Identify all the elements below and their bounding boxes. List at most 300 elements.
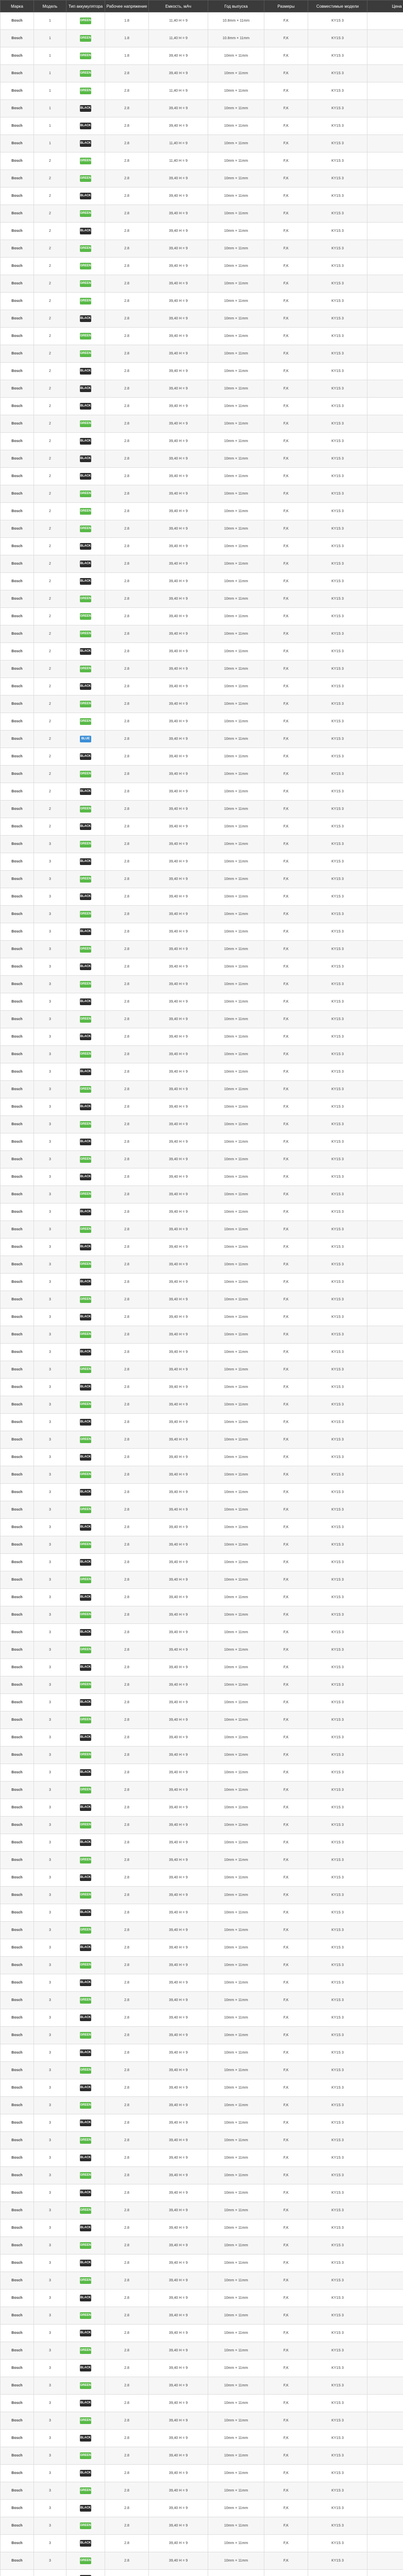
- table-row: [1, 1887, 403, 1904]
- cell-model: 3: [34, 906, 66, 923]
- cell-price: [367, 1729, 403, 1747]
- cell-compat: KY1S 3: [308, 1484, 367, 1501]
- cell-model: 3: [34, 1133, 66, 1151]
- cell-size: F,K: [264, 2044, 308, 2062]
- cell-size: F,K: [264, 1466, 308, 1484]
- type-badge: BLACK: [80, 1874, 91, 1881]
- cell-voltage: 2.8: [105, 1711, 149, 1729]
- cell-compat: KY1S 3: [308, 923, 367, 941]
- cell-voltage: 2.8: [105, 380, 149, 398]
- col-header-price: Цена: [367, 1, 403, 12]
- type-badge: BLACK: [80, 788, 91, 795]
- table-row: [1, 1309, 403, 1326]
- cell-year: 10mm × 11mm: [208, 503, 264, 520]
- cell-voltage: 2.8: [105, 2535, 149, 2552]
- table-row: [1, 2097, 403, 2114]
- cell-capacity: 39,40 H = 9: [149, 2097, 208, 2114]
- cell-year: 10mm × 11mm: [208, 1204, 264, 1221]
- cell-model: 1: [34, 30, 66, 47]
- cell-capacity: 39,40 H = 9: [149, 310, 208, 328]
- cell-compat: KY1S 3: [308, 1116, 367, 1133]
- cell-size: F,K: [264, 345, 308, 363]
- cell-price: [367, 1484, 403, 1501]
- type-badge: GREEN: [80, 280, 91, 287]
- cell-price: [367, 2027, 403, 2044]
- type-badge: BLACK: [80, 1349, 91, 1355]
- cell-price: [367, 468, 403, 485]
- cell-voltage: 2.8: [105, 1904, 149, 1922]
- cell-price: [367, 2237, 403, 2255]
- cell-price: [367, 1501, 403, 1519]
- table-row: [1, 678, 403, 696]
- cell-compat: KY1S 3: [308, 2272, 367, 2290]
- cell-price: [367, 1676, 403, 1694]
- table-row: [1, 1028, 403, 1046]
- cell-type: [66, 117, 105, 135]
- cell-type: [66, 538, 105, 555]
- cell-price: [367, 2570, 403, 2576]
- cell-capacity: 11,40 H = 9: [149, 135, 208, 152]
- cell-price: [367, 2202, 403, 2219]
- cell-size: F,K: [264, 363, 308, 380]
- cell-brand: Bosch: [1, 1116, 34, 1133]
- cell-type: [66, 923, 105, 941]
- cell-capacity: 39,40 H = 9: [149, 1484, 208, 1501]
- cell-size: F,K: [264, 2062, 308, 2079]
- cell-compat: KY1S 3: [308, 871, 367, 888]
- table-row: [1, 1291, 403, 1309]
- type-badge: BLACK: [80, 2049, 91, 2056]
- cell-voltage: 2.8: [105, 520, 149, 538]
- cell-price: [367, 433, 403, 450]
- table-row: [1, 82, 403, 100]
- cell-capacity: 39,40 H = 9: [149, 2149, 208, 2167]
- cell-model: [34, 2570, 66, 2576]
- cell-type: [66, 2517, 105, 2535]
- cell-size: F,K: [264, 2149, 308, 2167]
- cell-voltage: 2.8: [105, 2097, 149, 2114]
- cell-size: F,K: [264, 1764, 308, 1782]
- cell-model: 2: [34, 625, 66, 643]
- type-badge: GREEN: [80, 1366, 91, 1373]
- cell-brand: Bosch: [1, 2307, 34, 2325]
- cell-type: [66, 1361, 105, 1379]
- cell-capacity: 39,40 H = 9: [149, 783, 208, 801]
- type-badge: BLACK: [80, 1769, 91, 1776]
- cell-model: 2: [34, 415, 66, 433]
- cell-type: [66, 2552, 105, 2570]
- cell-model: 3: [34, 1887, 66, 1904]
- cell-model: 3: [34, 2132, 66, 2149]
- type-badge: GREEN: [80, 911, 91, 918]
- cell-year: 10mm × 11mm: [208, 1571, 264, 1589]
- cell-compat: KY1S 3: [308, 1256, 367, 1274]
- cell-price: [367, 152, 403, 170]
- cell-voltage: 2.8: [105, 1221, 149, 1239]
- cell-year: 10mm × 11mm: [208, 485, 264, 503]
- cell-voltage: 2.8: [105, 1081, 149, 1098]
- cell-brand: Bosch: [1, 1834, 34, 1852]
- cell-brand: Bosch: [1, 152, 34, 170]
- cell-model: 3: [34, 1747, 66, 1764]
- cell-capacity: 39,40 H = 9: [149, 1536, 208, 1554]
- cell-voltage: 2.8: [105, 1799, 149, 1817]
- cell-compat: KY1S 3: [308, 1887, 367, 1904]
- cell-model: 2: [34, 293, 66, 310]
- cell-price: [367, 1239, 403, 1256]
- cell-compat: KY1S 3: [308, 205, 367, 223]
- cell-price: [367, 993, 403, 1011]
- cell-model: 3: [34, 1239, 66, 1256]
- type-badge: BLACK: [80, 1489, 91, 1496]
- table-row: [1, 590, 403, 608]
- cell-compat: KY1S 3: [308, 1834, 367, 1852]
- type-badge: BLACK: [80, 2084, 91, 2091]
- type-badge: BLACK: [80, 753, 91, 760]
- cell-brand: Bosch: [1, 205, 34, 223]
- cell-year: 10mm × 11mm: [208, 1256, 264, 1274]
- table-row: [1, 310, 403, 328]
- type-badge: GREEN: [80, 718, 91, 725]
- type-badge: GREEN: [80, 2382, 91, 2389]
- cell-brand: Bosch: [1, 2202, 34, 2219]
- type-badge: GREEN: [80, 18, 91, 24]
- cell-size: F,K: [264, 1747, 308, 1764]
- cell-price: [367, 1046, 403, 1063]
- type-badge: BLACK: [80, 105, 91, 112]
- cell-year: 10mm × 11mm: [208, 2465, 264, 2482]
- cell-type: [66, 2027, 105, 2044]
- cell-price: [367, 2552, 403, 2570]
- cell-year: [208, 2570, 264, 2576]
- cell-brand: Bosch: [1, 1817, 34, 1834]
- cell-brand: Bosch: [1, 573, 34, 590]
- table-row: [1, 836, 403, 853]
- cell-compat: KY1S 3: [308, 2202, 367, 2219]
- cell-year: 10mm × 11mm: [208, 748, 264, 766]
- cell-compat: KY1S 3: [308, 2290, 367, 2307]
- cell-type: [66, 1274, 105, 1291]
- cell-price: [367, 2447, 403, 2465]
- cell-voltage: 2.8: [105, 1922, 149, 1939]
- table-row: [1, 1957, 403, 1974]
- type-badge: BLACK: [80, 1909, 91, 1916]
- cell-compat: KY1S 3: [308, 1764, 367, 1782]
- cell-year: 10mm × 11mm: [208, 398, 264, 415]
- cell-type: [66, 555, 105, 573]
- cell-price: [367, 2097, 403, 2114]
- cell-capacity: 39,40 H = 9: [149, 2184, 208, 2202]
- cell-size: F,K: [264, 2079, 308, 2097]
- cell-size: F,K: [264, 1659, 308, 1676]
- cell-size: F,K: [264, 608, 308, 625]
- cell-capacity: 39,40 H = 9: [149, 1764, 208, 1782]
- cell-model: 3: [34, 1396, 66, 1414]
- cell-type: [66, 293, 105, 310]
- cell-size: F,K: [264, 433, 308, 450]
- type-badge: BLACK: [80, 1279, 91, 1285]
- cell-size: F,K: [264, 1641, 308, 1659]
- cell-price: [367, 783, 403, 801]
- cell-brand: Bosch: [1, 1221, 34, 1239]
- cell-voltage: 2.8: [105, 2430, 149, 2447]
- cell-type: [66, 2447, 105, 2465]
- cell-capacity: 11,40 H = 9: [149, 12, 208, 30]
- cell-compat: KY1S 3: [308, 1133, 367, 1151]
- cell-brand: Bosch: [1, 1256, 34, 1274]
- cell-compat: KY1S 3: [308, 993, 367, 1011]
- cell-capacity: 39,40 H = 9: [149, 1256, 208, 1274]
- cell-price: [367, 503, 403, 520]
- cell-price: [367, 2149, 403, 2167]
- cell-compat: KY1S 3: [308, 1274, 367, 1291]
- table-row: [1, 1729, 403, 1747]
- cell-model: 3: [34, 1221, 66, 1239]
- cell-brand: Bosch: [1, 713, 34, 731]
- cell-type: [66, 100, 105, 117]
- cell-price: [367, 1589, 403, 1606]
- cell-size: F,K: [264, 1869, 308, 1887]
- table-row: [1, 2325, 403, 2342]
- cell-model: 3: [34, 958, 66, 976]
- cell-type: [66, 2202, 105, 2219]
- table-row: [1, 2149, 403, 2167]
- cell-year: 10mm × 11mm: [208, 1466, 264, 1484]
- cell-year: 10mm × 11mm: [208, 1817, 264, 1834]
- cell-capacity: 39,40 H = 9: [149, 2079, 208, 2097]
- cell-voltage: 2.8: [105, 2482, 149, 2500]
- cell-model: 3: [34, 2395, 66, 2412]
- cell-model: 3: [34, 976, 66, 993]
- cell-brand: Bosch: [1, 2517, 34, 2535]
- cell-price: [367, 2167, 403, 2184]
- type-badge: GREEN: [80, 350, 91, 357]
- cell-year: 10mm × 11mm: [208, 2290, 264, 2307]
- cell-capacity: 11,40 H = 9: [149, 82, 208, 100]
- cell-price: [367, 380, 403, 398]
- cell-model: 3: [34, 2307, 66, 2325]
- cell-voltage: 2.8: [105, 2167, 149, 2184]
- cell-price: [367, 1028, 403, 1046]
- cell-type: [66, 2062, 105, 2079]
- cell-year: 10mm × 11mm: [208, 1309, 264, 1326]
- cell-model: 1: [34, 100, 66, 117]
- type-badge: BLACK: [80, 893, 91, 900]
- cell-model: 3: [34, 1519, 66, 1536]
- cell-year: 10mm × 11mm: [208, 275, 264, 293]
- cell-type: [66, 1869, 105, 1887]
- cell-brand: Bosch: [1, 2097, 34, 2114]
- cell-voltage: 2.8: [105, 2149, 149, 2167]
- cell-compat: KY1S 3: [308, 2535, 367, 2552]
- cell-capacity: 39,40 H = 9: [149, 1204, 208, 1221]
- cell-price: [367, 293, 403, 310]
- cell-compat: KY1S 3: [308, 2237, 367, 2255]
- cell-brand: Bosch: [1, 783, 34, 801]
- cell-price: [367, 1624, 403, 1641]
- cell-price: [367, 2255, 403, 2272]
- cell-price: [367, 696, 403, 713]
- cell-year: 10mm × 11mm: [208, 713, 264, 731]
- cell-type: [66, 1116, 105, 1133]
- cell-voltage: 2.8: [105, 1536, 149, 1554]
- cell-capacity: 39,40 H = 9: [149, 2272, 208, 2290]
- cell-price: [367, 345, 403, 363]
- cell-model: 3: [34, 2465, 66, 2482]
- cell-compat: KY1S 3: [308, 240, 367, 258]
- cell-brand: Bosch: [1, 2360, 34, 2377]
- cell-size: F,K: [264, 30, 308, 47]
- cell-compat: KY1S 3: [308, 1431, 367, 1449]
- type-badge: GREEN: [80, 70, 91, 77]
- cell-model: 2: [34, 188, 66, 205]
- cell-year: 10mm × 11mm: [208, 1011, 264, 1028]
- type-badge: GREEN: [80, 1787, 91, 1793]
- type-badge: BLACK: [80, 1979, 91, 1986]
- cell-year: 10mm × 11mm: [208, 1589, 264, 1606]
- cell-model: 3: [34, 1098, 66, 1116]
- cell-type: [66, 2272, 105, 2290]
- cell-brand: Bosch: [1, 1764, 34, 1782]
- cell-type: [66, 223, 105, 240]
- cell-type: [66, 625, 105, 643]
- cell-capacity: 39,40 H = 9: [149, 713, 208, 731]
- cell-year: 10mm × 11mm: [208, 1694, 264, 1711]
- cell-type: [66, 853, 105, 871]
- cell-type: [66, 380, 105, 398]
- cell-brand: Bosch: [1, 801, 34, 818]
- cell-year: 10mm × 11mm: [208, 555, 264, 573]
- cell-voltage: 2.8: [105, 2447, 149, 2465]
- cell-type: [66, 1256, 105, 1274]
- cell-type: [66, 275, 105, 293]
- cell-brand: Bosch: [1, 1431, 34, 1449]
- col-header-size: Размеры: [264, 1, 308, 12]
- cell-voltage: 2.8: [105, 678, 149, 696]
- cell-compat: KY1S 3: [308, 1186, 367, 1204]
- cell-model: 3: [34, 1501, 66, 1519]
- table-row: [1, 2272, 403, 2290]
- cell-year: 10mm × 11mm: [208, 2149, 264, 2167]
- cell-compat: KY1S 3: [308, 1957, 367, 1974]
- type-badge: BLACK: [80, 1454, 91, 1461]
- cell-voltage: 2.8: [105, 117, 149, 135]
- type-badge: GREEN: [80, 2557, 91, 2564]
- cell-capacity: 39,40 H = 9: [149, 2465, 208, 2482]
- cell-brand: Bosch: [1, 433, 34, 450]
- cell-year: 10mm × 11mm: [208, 2114, 264, 2132]
- cell-type: [66, 1764, 105, 1782]
- type-badge: BLACK: [80, 858, 91, 865]
- cell-voltage: 2.8: [105, 1606, 149, 1624]
- cell-size: F,K: [264, 2377, 308, 2395]
- cell-price: [367, 2342, 403, 2360]
- type-badge: BLACK: [80, 228, 91, 234]
- cell-brand: Bosch: [1, 223, 34, 240]
- cell-model: 2: [34, 485, 66, 503]
- cell-capacity: 39,40 H = 9: [149, 1081, 208, 1098]
- cell-model: 2: [34, 380, 66, 398]
- cell-capacity: 39,40 H = 9: [149, 275, 208, 293]
- cell-compat: KY1S 3: [308, 47, 367, 65]
- cell-model: 3: [34, 1536, 66, 1554]
- cell-model: 1: [34, 65, 66, 82]
- type-badge: GREEN: [80, 1822, 91, 1828]
- cell-model: 2: [34, 398, 66, 415]
- type-badge: BLACK: [80, 2365, 91, 2371]
- cell-compat: KY1S 3: [308, 1817, 367, 1834]
- type-badge: GREEN: [80, 1752, 91, 1758]
- cell-price: [367, 1256, 403, 1274]
- type-badge: BLACK: [80, 1804, 91, 1811]
- table-row: [1, 871, 403, 888]
- cell-size: F,K: [264, 1501, 308, 1519]
- type-badge: GREEN: [80, 1927, 91, 1934]
- cell-compat: KY1S 3: [308, 2482, 367, 2500]
- cell-capacity: 39,40 H = 9: [149, 1992, 208, 2009]
- cell-compat: KY1S 3: [308, 450, 367, 468]
- cell-voltage: 2.8: [105, 433, 149, 450]
- table-row: [1, 2517, 403, 2535]
- type-badge: GREEN: [80, 2137, 91, 2144]
- cell-compat: KY1S 3: [308, 2307, 367, 2325]
- cell-compat: KY1S 3: [308, 1992, 367, 2009]
- cell-compat: KY1S 3: [308, 1659, 367, 1676]
- cell-type: [66, 1957, 105, 1974]
- table-row: [1, 731, 403, 748]
- cell-capacity: 39,40 H = 9: [149, 1396, 208, 1414]
- table-row: [1, 2079, 403, 2097]
- table-row: [1, 2237, 403, 2255]
- cell-voltage: 2.8: [105, 275, 149, 293]
- cell-type: [66, 65, 105, 82]
- cell-brand: Bosch: [1, 293, 34, 310]
- cell-capacity: 39,40 H = 9: [149, 1133, 208, 1151]
- cell-voltage: 2.8: [105, 2062, 149, 2079]
- cell-type: [66, 328, 105, 345]
- cell-voltage: 2.8: [105, 1256, 149, 1274]
- cell-brand: Bosch: [1, 1133, 34, 1151]
- cell-year: 10mm × 11mm: [208, 1291, 264, 1309]
- cell-brand: Bosch: [1, 2009, 34, 2027]
- cell-model: 2: [34, 590, 66, 608]
- cell-capacity: 39,40 H = 9: [149, 1904, 208, 1922]
- table-row: [1, 2290, 403, 2307]
- cell-type: [66, 1501, 105, 1519]
- cell-brand: Bosch: [1, 398, 34, 415]
- table-row: [1, 240, 403, 258]
- cell-size: F,K: [264, 1939, 308, 1957]
- cell-price: [367, 2535, 403, 2552]
- cell-voltage: 2.8: [105, 958, 149, 976]
- cell-model: 2: [34, 573, 66, 590]
- type-badge: BLACK: [80, 578, 91, 585]
- type-badge: BLACK: [80, 823, 91, 830]
- cell-year: 10mm × 11mm: [208, 1414, 264, 1431]
- cell-brand: Bosch: [1, 170, 34, 188]
- cell-compat: KY1S 3: [308, 555, 367, 573]
- table-row: [1, 608, 403, 625]
- cell-year: 10mm × 11mm: [208, 1536, 264, 1554]
- cell-size: F,K: [264, 1116, 308, 1133]
- table-row: [1, 1817, 403, 1834]
- cell-voltage: 2.8: [105, 608, 149, 625]
- cell-year: 10mm × 11mm: [208, 450, 264, 468]
- cell-compat: KY1S 3: [308, 1344, 367, 1361]
- table-row: [1, 47, 403, 65]
- cell-year: 10mm × 11mm: [208, 2360, 264, 2377]
- type-badge: BLACK: [80, 140, 91, 147]
